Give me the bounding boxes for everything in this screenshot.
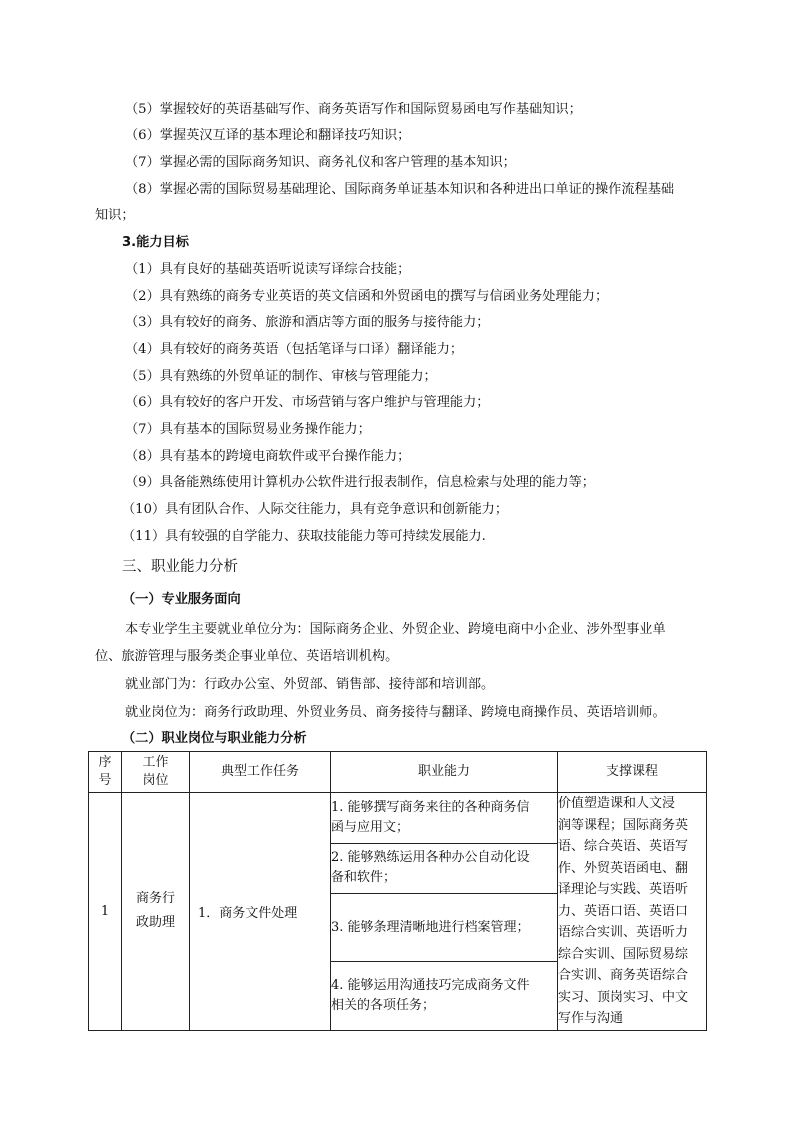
ability-cell: 1. 能够撰写商务来往的各种商务信 函与应用文； bbox=[331, 793, 558, 844]
knowledge-item-8-line1: （8）掌握必需的国际贸易基础理论、国际商务单证基本知识和各种进出口单证的操作流程基础 bbox=[125, 182, 675, 197]
ability-item: （8）具有基本的跨境电商软件或平台操作能力； bbox=[125, 449, 411, 464]
row-courses: 价值塑造课和人文浸 润等课程；国际商务英 语、综合英语、英语写 作、外贸英语函电、翻 译理论与实践、英语听 力、英语口语、英语口 语综合实训、英语听力 综合实训、国际贸易综 合实训、商务英语综合 实习、顶岗实习、中文 写作与沟通 bbox=[558, 793, 707, 1031]
employment-positions: 就业岗位为：商务行政助理、外贸业务员、商务接待与翻译、跨境电商操作员、英语培训师。 bbox=[125, 705, 666, 720]
header-index: 序 号 bbox=[89, 752, 122, 793]
job-ability-table bbox=[88, 751, 707, 1031]
ability-item: （1）具有良好的基础英语听说读写译综合技能； bbox=[125, 262, 411, 277]
knowledge-item-7: （7）掌握必需的国际商务知识、商务礼仪和客户管理的基本知识； bbox=[125, 155, 516, 170]
ability-item: （11）具有较强的自学能力、获取技能能力等可持续发展能力. bbox=[122, 529, 486, 544]
table-header-row bbox=[89, 752, 707, 793]
ability-item: （2）具有熟练的商务专业英语的英文信函和外贸函电的撰写与信函业务处理能力； bbox=[125, 289, 609, 304]
ability-item: （10）具有团队合作、人际交往能力，具有竞争意识和创新能力； bbox=[122, 502, 509, 517]
ability-item: （5）具有熟练的外贸单证的制作、审核与管理能力； bbox=[125, 369, 437, 384]
ability-cell: 4. 能够运用沟通技巧完成商务文件 相关的各项任务； bbox=[331, 962, 558, 1030]
table-row bbox=[89, 793, 707, 844]
row-index: 1 bbox=[89, 793, 122, 1031]
ability-heading: 3.能力目标 bbox=[122, 235, 189, 250]
section-three-title: 三、职业能力分析 bbox=[122, 559, 238, 575]
ability-item: （3）具有较好的商务、旅游和酒店等方面的服务与接待能力； bbox=[125, 315, 490, 330]
employment-units-line1: 本专业学生主要就业单位分为：国际商务企业、外贸企业、跨境电商中小企业、涉外型事业单 bbox=[125, 622, 666, 637]
employment-departments: 就业部门为：行政办公室、外贸部、销售部、接待部和培训部。 bbox=[125, 677, 495, 692]
ability-item: （4）具有较好的商务英语（包括笔译与口译）翻译能力； bbox=[125, 342, 464, 357]
header-post: 工作 岗位 bbox=[122, 752, 190, 793]
ability-cell: 2. 能够熟练运用各种办公自动化设 备和软件； bbox=[331, 843, 558, 894]
header-ability: 职业能力 bbox=[331, 752, 558, 793]
row-task: 1．商务文件处理 bbox=[190, 793, 331, 1031]
ability-cell: 3. 能够条理清晰地进行档案管理； bbox=[331, 894, 558, 962]
knowledge-item-8-line2: 知识； bbox=[95, 208, 135, 223]
knowledge-item-5: （5）掌握较好的英语基础写作、商务英语写作和国际贸易函电写作基础知识； bbox=[125, 102, 582, 117]
header-courses: 支撑课程 bbox=[558, 752, 707, 793]
ability-item: （9）具备能熟练使用计算机办公软件进行报表制作，信息检索与处理的能力等； bbox=[125, 475, 595, 490]
table-heading: （二）职业岗位与职业能力分析 bbox=[122, 731, 307, 746]
service-heading: （一）专业服务面向 bbox=[122, 592, 241, 607]
ability-item: （6）具有较好的客户开发、市场营销与客户维护与管理能力； bbox=[125, 395, 490, 410]
knowledge-item-6: （6）掌握英汉互译的基本理论和翻译技巧知识； bbox=[125, 128, 411, 143]
header-task: 典型工作任务 bbox=[190, 752, 331, 793]
row-post: 商务行 政助理 bbox=[122, 793, 190, 1031]
employment-units-line2: 位、旅游管理与服务类企事业单位、英语培训机构。 bbox=[95, 649, 399, 664]
ability-item: （7）具有基本的国际贸易业务操作能力； bbox=[125, 422, 371, 437]
